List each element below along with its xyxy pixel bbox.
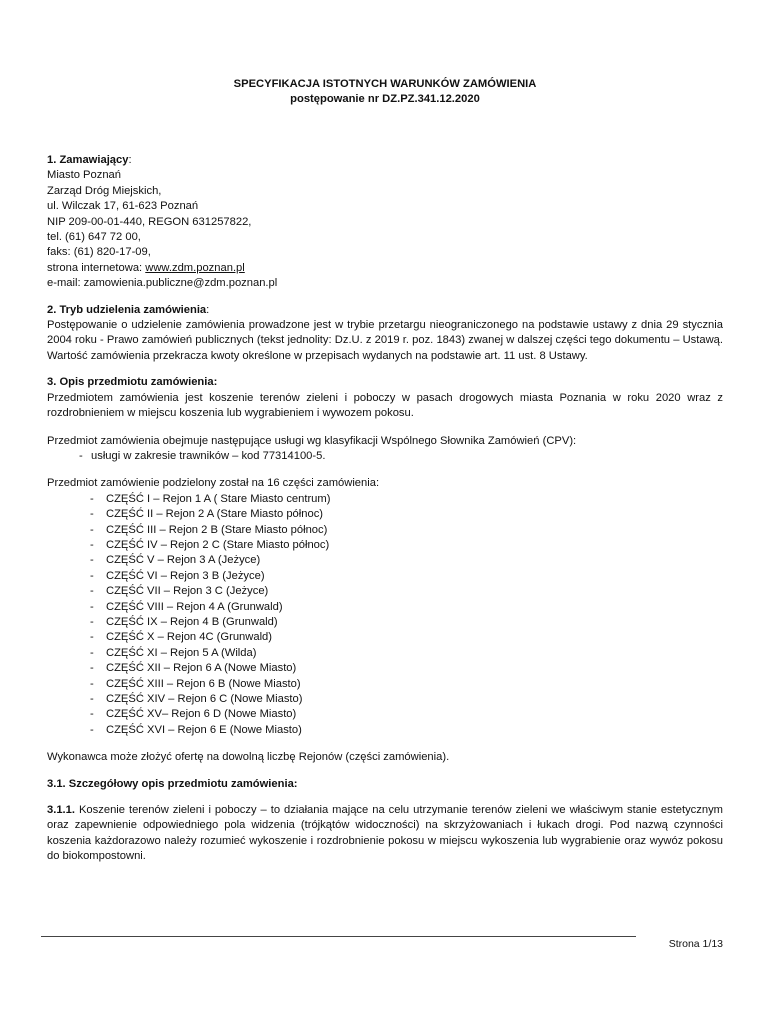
cpv-intro: Przedmiot zamówienia obejmuje następujące usługi wg klasyfikacji Wspólnego Słownika Zamówień (CPV): xyxy=(47,434,577,447)
footer-divider xyxy=(41,936,636,937)
document-subtitle: postępowanie nr DZ.PZ.341.12.2020 xyxy=(290,93,480,105)
contracting-website xyxy=(47,261,723,276)
list-item: - CZĘŚĆ V – Rejon 3 A (Jeżyce) xyxy=(90,554,261,567)
section-3-1-1-number: 3.1.1. xyxy=(47,804,75,817)
list-item: - CZĘŚĆ XV– Rejon 6 D (Nowe Miasto) xyxy=(90,708,297,721)
section-1-heading: 1. Zamawiający xyxy=(47,154,129,166)
page-number: Strona 1/13 xyxy=(668,938,723,950)
document-body xyxy=(47,153,723,865)
contracting-nip-regon: NIP 209-00-01-440, REGON 631257822, xyxy=(47,215,252,228)
list-item: - CZĘŚĆ II – Rejon 2 A (Stare Miasto północ) xyxy=(90,508,324,521)
section-2-heading-suffix: : xyxy=(206,303,210,316)
section-3-1-1-body: Koszenie terenów zieleni i poboczy – to działania mające na celu utrzymanie terenów zieleni we właściwym stanie estetycznym oraz zapewnienie odpowiedniego pola widzenia (trójkątów widoczności) na skrzyżowaniach i łukach drogi. Pod nazwą czynności koszenia każdorazowo należy rozumieć wykoszenie i rozdrobnienie pokosu w miejscu wykoszenia lub wygrabienie oraz wywóz pokosu do biokompostowni. xyxy=(47,804,723,863)
section-2 xyxy=(47,303,723,365)
parts-intro: Przedmiot zamówienie podzielony został na 16 części zamówienia: xyxy=(47,477,380,490)
list-item: - CZĘŚĆ X – Rejon 4C (Grunwald) xyxy=(90,631,273,644)
contracting-email: e-mail: zamowienia.publiczne@zdm.poznan.pl xyxy=(47,277,278,290)
list-item: - CZĘŚĆ III – Rejon 2 B (Stare Miasto północ) xyxy=(90,523,328,536)
website-label: strona internetowa: xyxy=(47,261,146,274)
section-3-text: Przedmiotem zamówienia jest koszenie terenów zieleni i poboczy w pasach drogowych miasta Poznania w roku 2020 wraz z rozdrobnieniem w miejscu koszenia lub wygrabieniem i wywozem pokosu. xyxy=(47,391,723,420)
section-2-text: Postępowanie o udzielenie zamówienia prowadzone jest w trybie przetargu nieograniczonego na podstawie ustawy z dnia 29 stycznia 2004 roku - Prawo zamówień publicznych (tekst jednolity: Dz.U. z 2019 r. poz. 1843) zwanej w dalszej części tego dokumentu – Ustawą. Wartość zamówienia przekracza kwoty określone w przepisach wydanych na podstawie art. 11 ust. 8 Ustawy. xyxy=(47,319,723,362)
cpv-item-text: usługi w zakresie trawników – kod 77314100-5. xyxy=(91,449,326,462)
section-3-1 xyxy=(47,777,723,865)
list-item: - CZĘŚĆ VIII – Rejon 4 A (Grunwald) xyxy=(90,600,283,613)
contracting-address: ul. Wilczak 17, 61-623 Poznań xyxy=(47,200,199,213)
section-1 xyxy=(47,153,723,292)
contracting-org: Zarząd Dróg Miejskich, xyxy=(47,184,162,197)
section-1-heading-suffix: : xyxy=(128,154,132,166)
list-item: - CZĘŚĆ I – Rejon 1 A ( Stare Miasto centrum) xyxy=(90,492,331,505)
section-3-heading: 3. Opis przedmiotu zamówienia: xyxy=(47,376,218,389)
website-link[interactable]: www.zdm.poznan.pl xyxy=(145,261,245,274)
list-item: - CZĘŚĆ XII – Rejon 6 A (Nowe Miasto) xyxy=(90,662,297,675)
parts-list xyxy=(47,492,723,739)
contracting-phone: tel. (61) 647 72 00, xyxy=(47,231,141,244)
section-3-1-heading: 3.1. Szczegółowy opis przedmiotu zamówienia: xyxy=(47,777,298,790)
contractor-note: Wykonawca może złożyć ofertę na dowolną liczbę Rejonów (części zamówienia). xyxy=(47,751,450,764)
cpv-item xyxy=(47,449,723,464)
list-item: - CZĘŚĆ XI – Rejon 5 A (Wilda) xyxy=(90,646,257,659)
list-item: - CZĘŚĆ XIII – Rejon 6 B (Nowe Miasto) xyxy=(90,677,301,690)
section-2-heading: 2. Tryb udzielenia zamówienia xyxy=(47,303,207,316)
list-item: - CZĘŚĆ IX – Rejon 4 B (Grunwald) xyxy=(90,615,278,628)
cpv-dash: - xyxy=(79,449,83,462)
section-3-1-1-text xyxy=(47,803,723,865)
document-header xyxy=(0,77,770,107)
contracting-fax: faks: (61) 820-17-09, xyxy=(47,246,151,259)
list-item: - CZĘŚĆ XIV – Rejon 6 C (Nowe Miasto) xyxy=(90,693,303,705)
contracting-name: Miasto Poznań xyxy=(47,169,122,182)
section-3 xyxy=(47,375,723,765)
document-title: SPECYFIKACJA ISTOTNYCH WARUNKÓW ZAMÓWIENIA xyxy=(233,78,537,90)
list-item: - CZĘŚĆ XVI – Rejon 6 E (Nowe Miasto) xyxy=(90,723,302,736)
list-item: - CZĘŚĆ IV – Rejon 2 C (Stare Miasto północ) xyxy=(90,538,330,551)
list-item: - CZĘŚĆ VII – Rejon 3 C (Jeżyce) xyxy=(90,585,269,598)
list-item: - CZĘŚĆ VI – Rejon 3 B (Jeżyce) xyxy=(90,569,265,582)
